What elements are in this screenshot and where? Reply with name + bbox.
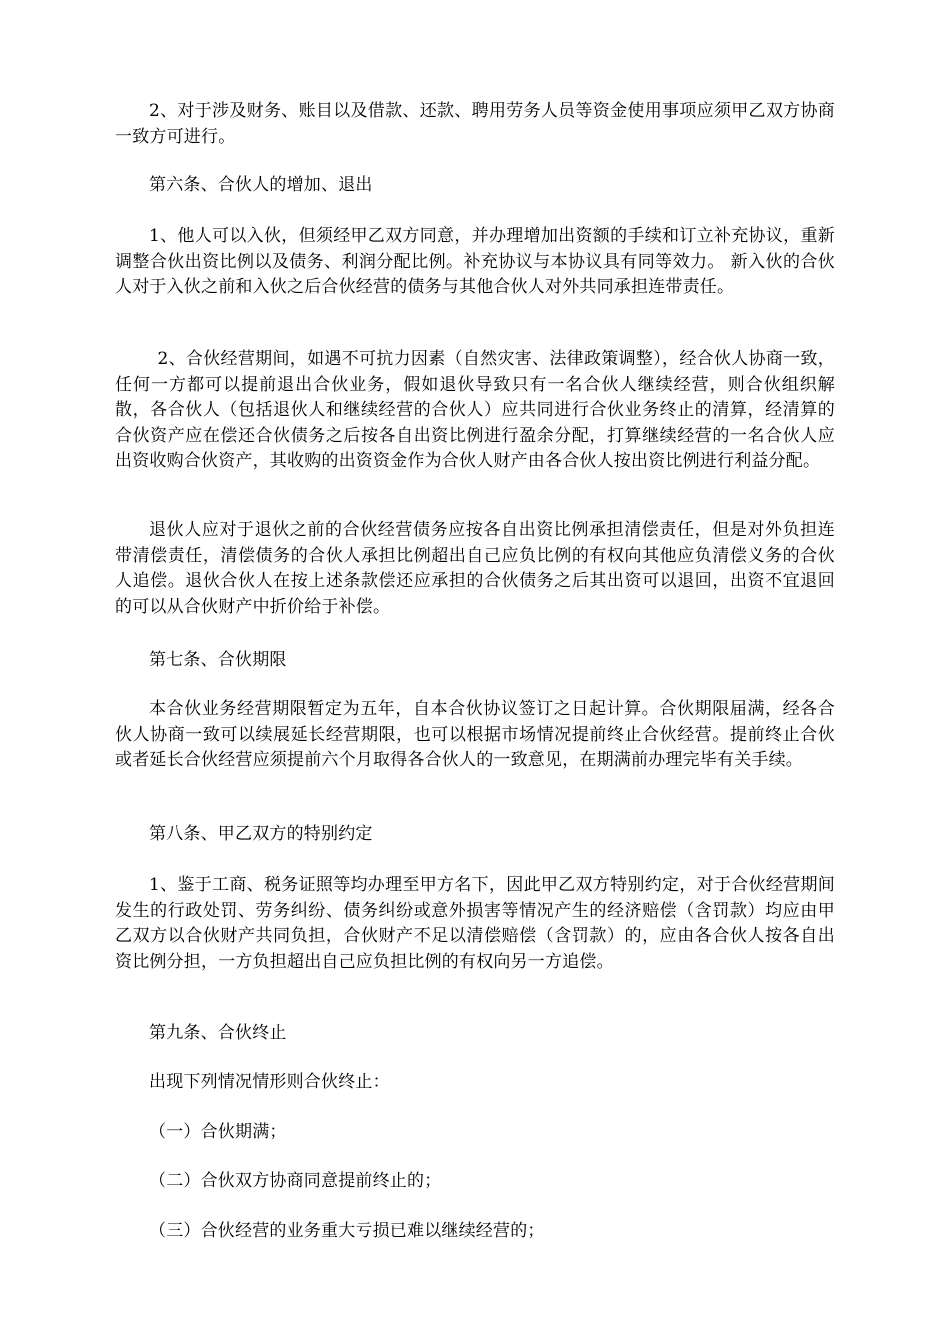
heading-article-6: 第六条、合伙人的增加、退出 [149,175,373,195]
paragraph-termination-intro: 出现下列情况情形则合伙终止： [149,1072,390,1092]
list-item-term-expired: （一）合伙期满； [149,1122,287,1142]
heading-article-7: 第七条、合伙期限 [149,650,287,670]
paragraph-special-agreement: 1、鉴于工商、税务证照等均办理至甲方名下，因此甲乙双方特别约定，对于合伙经营期间发生的行政处罚、劳务纠纷、债务纠纷或意外损害等情况产生的经济赔偿（含罚款）均应由甲乙双方以合伙财产共同负担，合伙财产不足以清偿赔偿（含罚款）的，应由各合伙人按各自出资比例分担，一方负担超出自己应负担比例的有权向另一方追偿。 [115,875,835,972]
heading-article-8: 第八条、甲乙双方的特别约定 [149,824,373,844]
list-item-major-loss: （三）合伙经营的业务重大亏损已难以继续经营的； [149,1221,545,1241]
paragraph-partner-withdrawal: 2、合伙经营期间，如遇不可抗力因素（自然灾害、法律政策调整），经合伙人协商一致，任何一方都可以提前退出合伙业务，假如退伙导致只有一名合伙人继续经营，则合伙组织解散，各合伙人（包括退伙人和继续经营的合伙人）应共同进行合伙业务终止的清算，经清算的合伙资产应在偿还合伙债务之后按各自出资比例进行盈余分配，打算继续经营的一名合伙人应出资收购合伙资产，其收购的出资资金作为合伙人财产由各合伙人按出资比例进行利益分配。 [115,349,835,471]
paragraph-finance-consent: 2、对于涉及财务、账目以及借款、还款、聘用劳务人员等资金使用事项应须甲乙双方协商一致方可进行。 [115,101,835,147]
paragraph-new-partner: 1、他人可以入伙，但须经甲乙双方同意，并办理增加出资额的手续和订立补充协议，重新调整合伙出资比例以及债务、利润分配比例。补充协议与本协议具有同等效力。 新入伙的合伙人对于入伙之前和入伙之后合伙经营的债务与其他合伙人对外共同承担连带责任。 [115,226,835,297]
list-item-mutual-termination: （二）合伙双方协商同意提前终止的； [149,1171,442,1191]
paragraph-withdrawing-partner-liability: 退伙人应对于退伙之前的合伙经营债务应按各自出资比例承担清偿责任，但是对外负担连带清偿责任，清偿债务的合伙人承担比例超出自己应负比例的有权向其他应负清偿义务的合伙人追偿。退伙合伙人在按上述条款偿还应承担的合伙债务之后其出资可以退回，出资不宜退回的可以从合伙财产中折价给于补偿。 [115,520,835,617]
heading-article-9: 第九条、合伙终止 [149,1023,287,1043]
paragraph-partnership-term: 本合伙业务经营期限暂定为五年，自本合伙协议签订之日起计算。合伙期限届满，经各合伙人协商一致可以续展延长经营期限，也可以根据市场情况提前终止合伙经营。提前终止合伙或者延长合伙经营应须提前六个月取得各合伙人的一致意见，在期满前办理完毕有关手续。 [115,699,835,770]
